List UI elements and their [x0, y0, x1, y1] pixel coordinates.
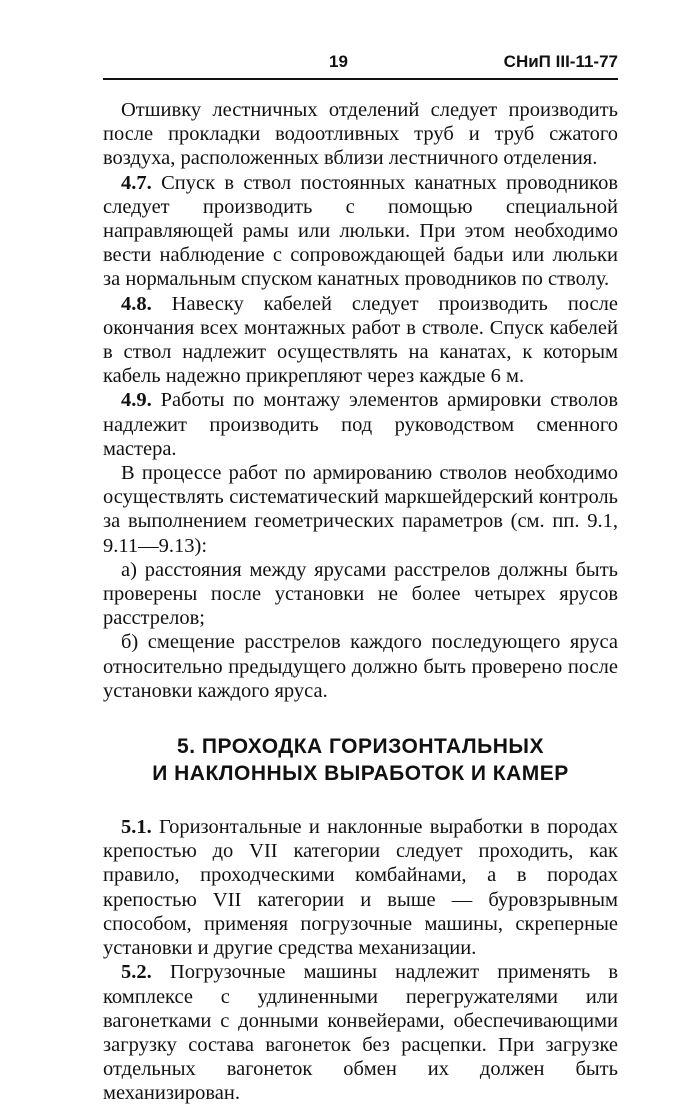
paragraph-text: б) смещение расстрелов каждого последующего яруса относительно предыдущего должно быть проверено после установки каждого яруса.: [103, 631, 618, 702]
list-item: [103, 630, 618, 703]
section-heading-line: И НАКЛОННЫХ ВЫРАБОТОК И КАМЕР: [152, 762, 569, 786]
paragraph-text: В процессе работ по армированию стволов необходимо осуществлять систематический маркшейдерский контроль за выполнением геометрических параметров (см. пп. 9.1, 9.11—9.13):: [103, 462, 618, 557]
clause-number: 4.7.: [121, 171, 152, 194]
paragraph-text: Горизонтальные и наклонные выработки в породах крепостью до VII категории следует проходить, как правило, проходческими комбайнами, а в породах крепостью VII категории и выше — буровзрывным способом, применяя погрузочные машины, скреперные установки и другие средства механизации.: [103, 816, 618, 960]
paragraph: [103, 171, 618, 292]
paragraph: [103, 815, 618, 960]
clause-number: 4.8.: [121, 292, 152, 315]
paragraph: [103, 388, 618, 461]
page-number: 19: [329, 52, 348, 71]
paragraph: [103, 461, 618, 558]
clause-number: 5.1.: [121, 816, 152, 839]
paragraph: [103, 292, 618, 389]
section-heading-line: 5. ПРОХОДКА ГОРИЗОНТАЛЬНЫХ: [177, 735, 544, 759]
clause-number: 4.9.: [121, 389, 152, 412]
paragraph-text: Работы по монтажу элементов армировки стволов надлежит производить под руководством сменного мастера.: [103, 389, 618, 460]
paragraph-text: Спуск в ствол постоянных канатных проводников следует производить с помощью специальной направляющей рамы или люльки. При этом необходимо вести наблюдение с сопровождающей бадьи или люльки за нормальным спуском канатных проводников по стволу.: [103, 171, 619, 291]
paragraph-text: Погрузочные машины надлежит применять в комплексе с удлиненными перегружателями или вагонетками с донными конвейерами, обеспечивающими загрузку состава вагонеток без расцепки. При загрузке отдельных вагонеток обмен их должен быть механизирован.: [103, 961, 618, 1105]
paragraph-text: Отшивку лестничных отделений следует производить после прокладки водоотливных труб и труб сжатого воздуха, расположенных вблизи лестничного отделения.: [103, 99, 618, 170]
clause-number: 5.2.: [121, 961, 152, 984]
page-header: [103, 48, 618, 80]
paragraph-text: а) расстояния между ярусами расстрелов должны быть проверены после установки не более четырех ярусов расстрелов;: [103, 558, 618, 630]
paragraph: [103, 98, 618, 171]
list-item: [103, 558, 618, 631]
paragraph: [103, 960, 618, 1105]
paragraph-text: Навеску кабелей следует производить после окончания всех монтажных работ в стволе. Спуск кабелей в ствол надлежит осуществлять на канатах, к которым кабель надежно прикрепляют через каждые 6 м.: [103, 292, 618, 388]
page-body: [103, 98, 618, 1106]
document-code: СНиП III-11-77: [503, 52, 618, 71]
section-heading: [103, 733, 618, 787]
